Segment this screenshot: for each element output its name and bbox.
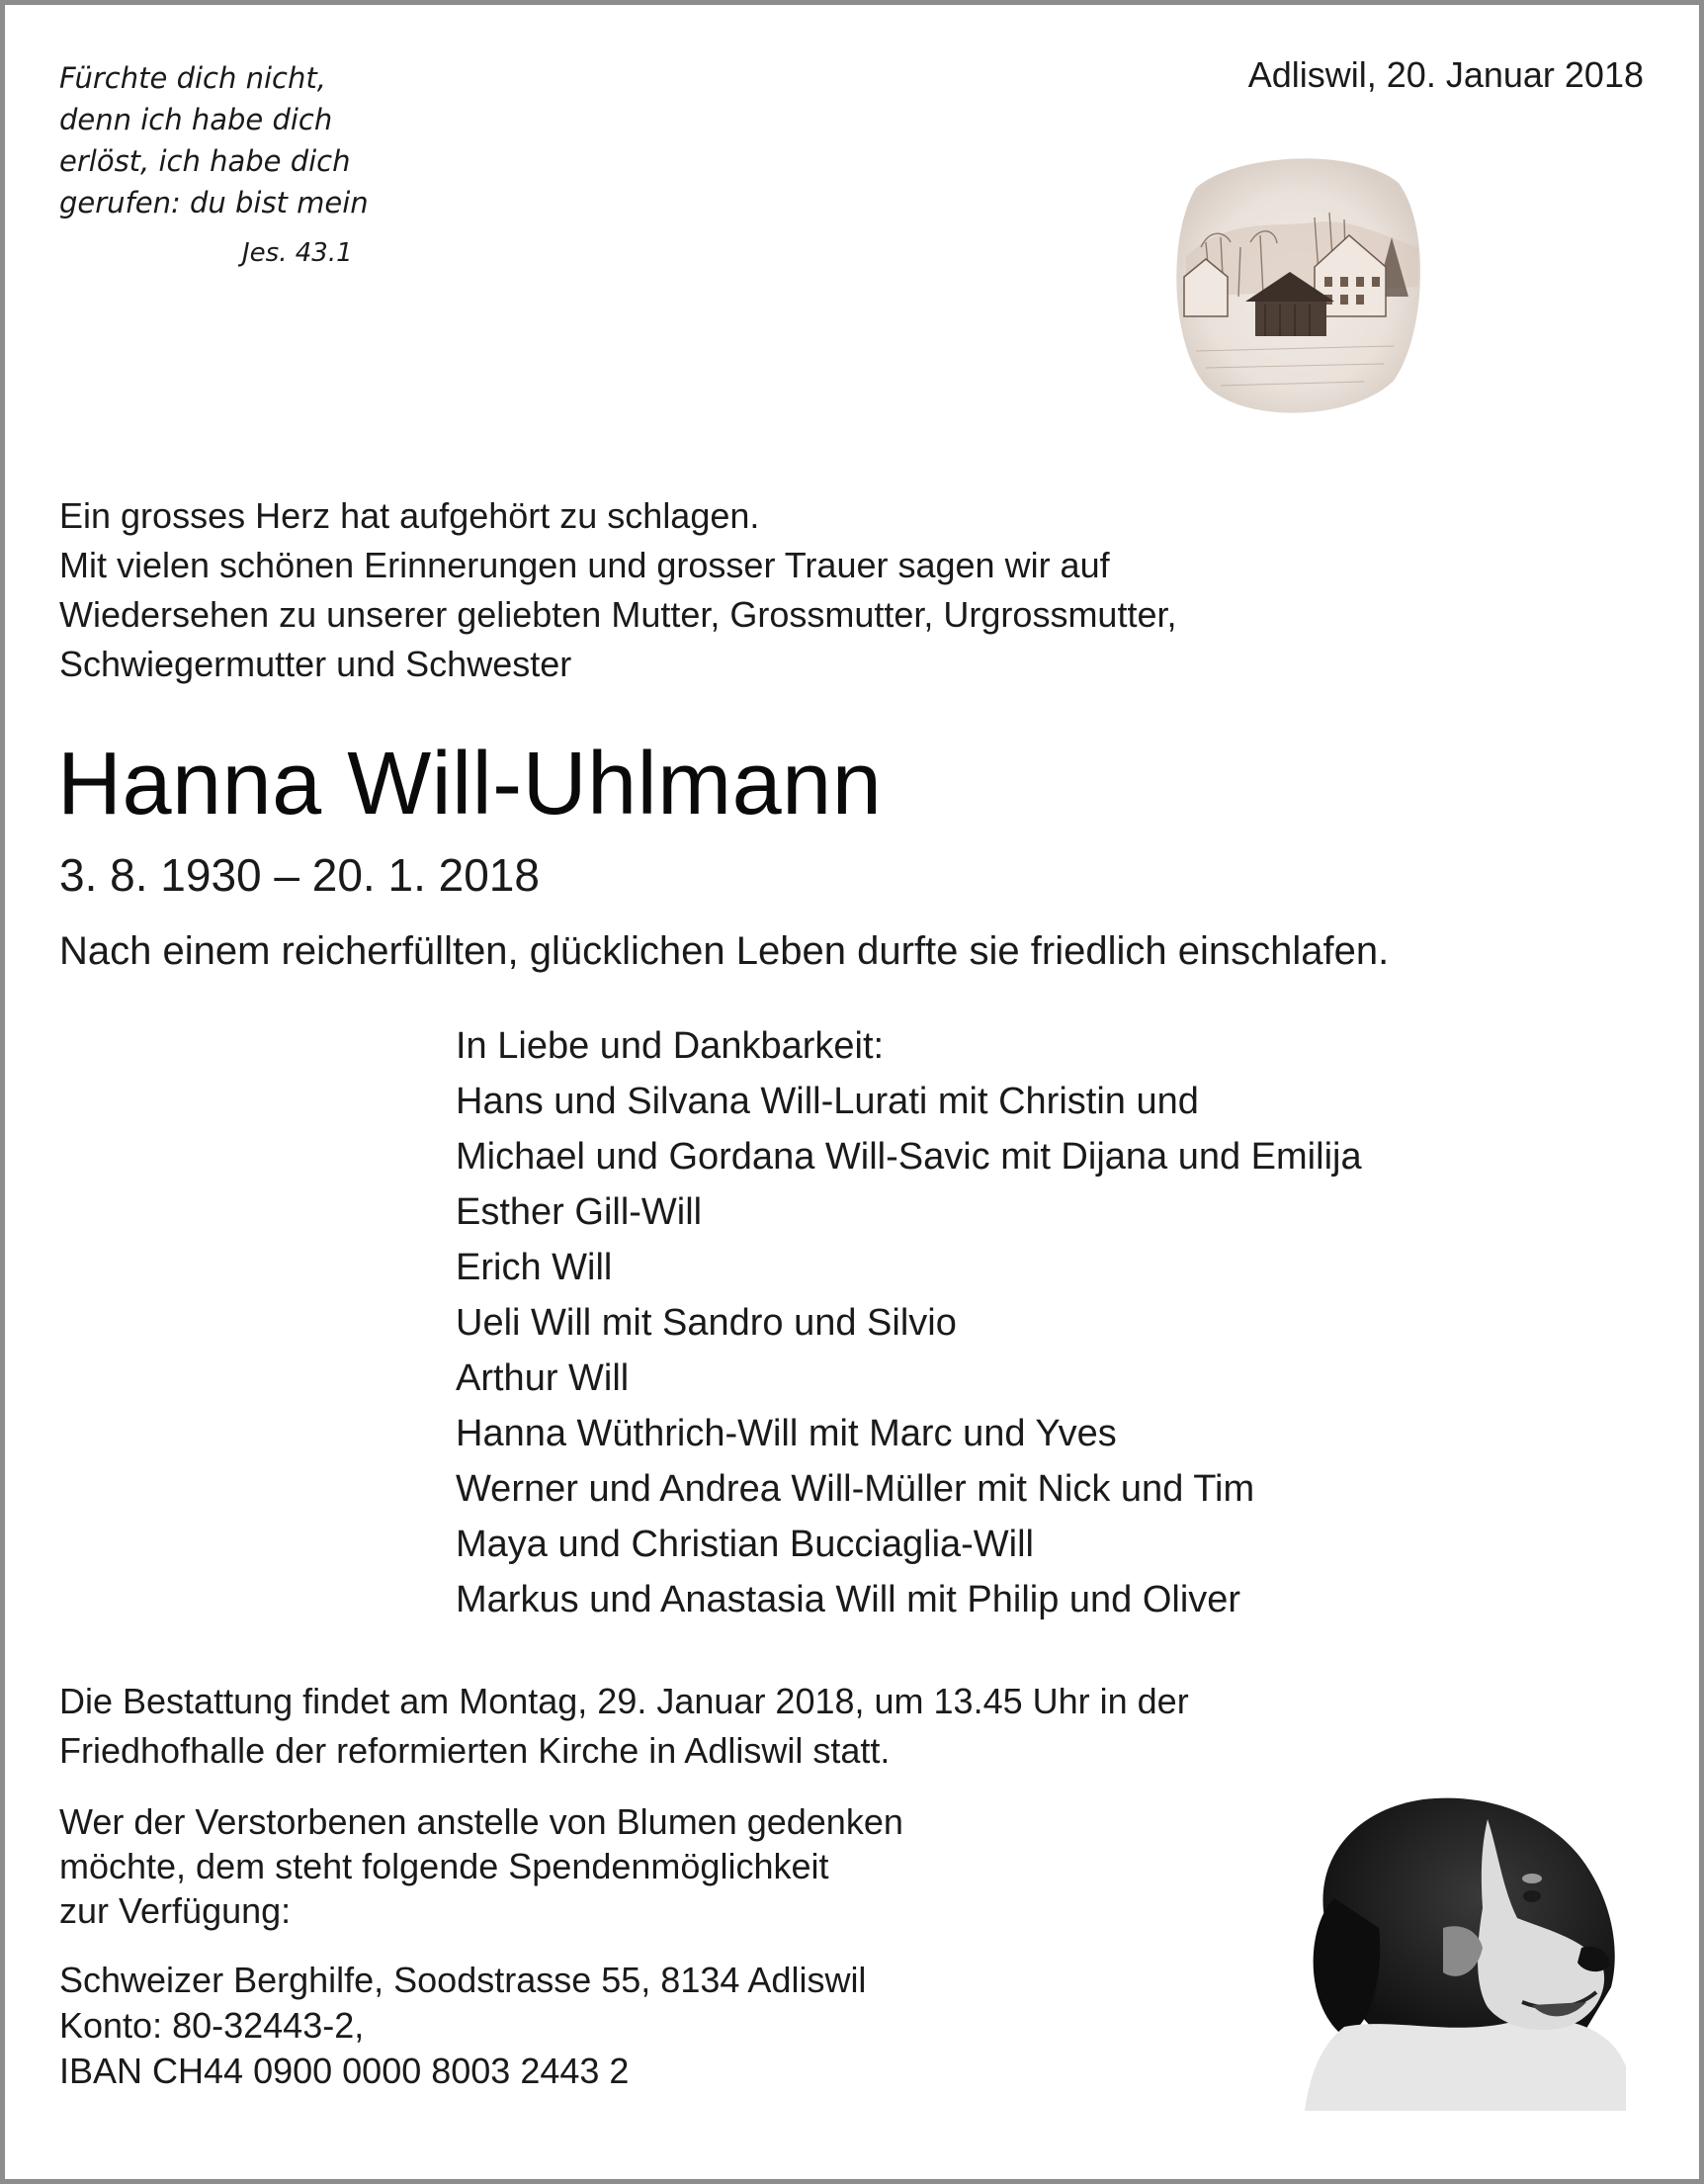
verse-reference: Jes. 43.1 xyxy=(242,238,353,268)
mourners-list xyxy=(456,1018,1543,1627)
verse-line: erlöst, ich habe dich xyxy=(59,144,351,178)
donation-organization: Schweizer Berghilfe, Soodstrasse 55, 8134 Adliswil xyxy=(59,1960,867,2000)
verse-line: gerufen: du bist mein xyxy=(59,186,369,219)
mourner-entry: Hanna Wüthrich-Will mit Marc und Yves xyxy=(456,1413,1117,1454)
donation-line: möchte, dem steht folgende Spendenmöglichkeit xyxy=(59,1846,829,1886)
mourner-entry: Maya und Christian Bucciaglia-Will xyxy=(456,1524,1034,1565)
donation-line: Wer der Verstorbenen anstelle von Blumen gedenken xyxy=(59,1801,903,1842)
intro-line: Ein grosses Herz hat aufgehört zu schlagen. xyxy=(59,495,760,536)
intro-line: Mit vielen schönen Erinnerungen und grosser Trauer sagen wir auf xyxy=(59,545,1110,585)
mourner-entry: Ueli Will mit Sandro und Silvio xyxy=(456,1302,957,1344)
donation-line: zur Verfügung: xyxy=(59,1890,292,1931)
verse-line: Fürchte dich nicht, xyxy=(59,61,326,95)
mourner-entry: Hans und Silvana Will-Lurati mit Christin und xyxy=(456,1081,1199,1122)
mourners-heading: In Liebe und Dankbarkeit: xyxy=(456,1025,885,1067)
bible-verse xyxy=(59,57,435,223)
mourner-entry: Esther Gill-Will xyxy=(456,1191,703,1233)
account-number: Konto: 80-32443-2, xyxy=(59,2005,365,2046)
donation-account xyxy=(59,1958,1097,2094)
donation-info xyxy=(59,1799,1097,1933)
intro-line: Schwiegermutter und Schwester xyxy=(59,644,572,684)
mourner-entry: Markus und Anastasia Will mit Philip und Oliver xyxy=(456,1579,1241,1620)
farewell-text: Nach einem reicherfüllten, glücklichen Leben durfte sie friedlich einschlafen. xyxy=(59,929,1390,973)
mourner-entry: Werner und Andrea Will-Müller mit Nick und Tim xyxy=(456,1468,1255,1510)
funeral-info xyxy=(59,1677,1542,1776)
intro-paragraph xyxy=(59,491,1542,689)
place-date: Adliswil, 20. Januar 2018 xyxy=(1247,54,1644,95)
life-dates: 3. 8. 1930 – 20. 1. 2018 xyxy=(59,849,540,901)
deceased-name: Hanna Will-Uhlmann xyxy=(57,735,883,833)
mourner-entry: Michael und Gordana Will-Savic mit Dijana und Emilija xyxy=(456,1136,1362,1178)
mourner-entry: Arthur Will xyxy=(456,1357,630,1399)
funeral-line: Friedhofhalle der reformierten Kirche in Adliswil statt. xyxy=(59,1730,891,1771)
intro-line: Wiedersehen zu unserer geliebten Mutter, Grossmutter, Urgrossmutter, xyxy=(59,594,1177,635)
verse-line: denn ich habe dich xyxy=(59,103,333,136)
farmhouse-sketch-image xyxy=(1166,148,1423,423)
mourner-entry: Erich Will xyxy=(456,1247,613,1288)
funeral-line: Die Bestattung findet am Montag, 29. Januar 2018, um 13.45 Uhr in der xyxy=(59,1681,1189,1721)
iban: IBAN CH44 0900 0000 8003 2443 2 xyxy=(59,2051,630,2091)
dog-portrait-image xyxy=(1285,1780,1641,2116)
